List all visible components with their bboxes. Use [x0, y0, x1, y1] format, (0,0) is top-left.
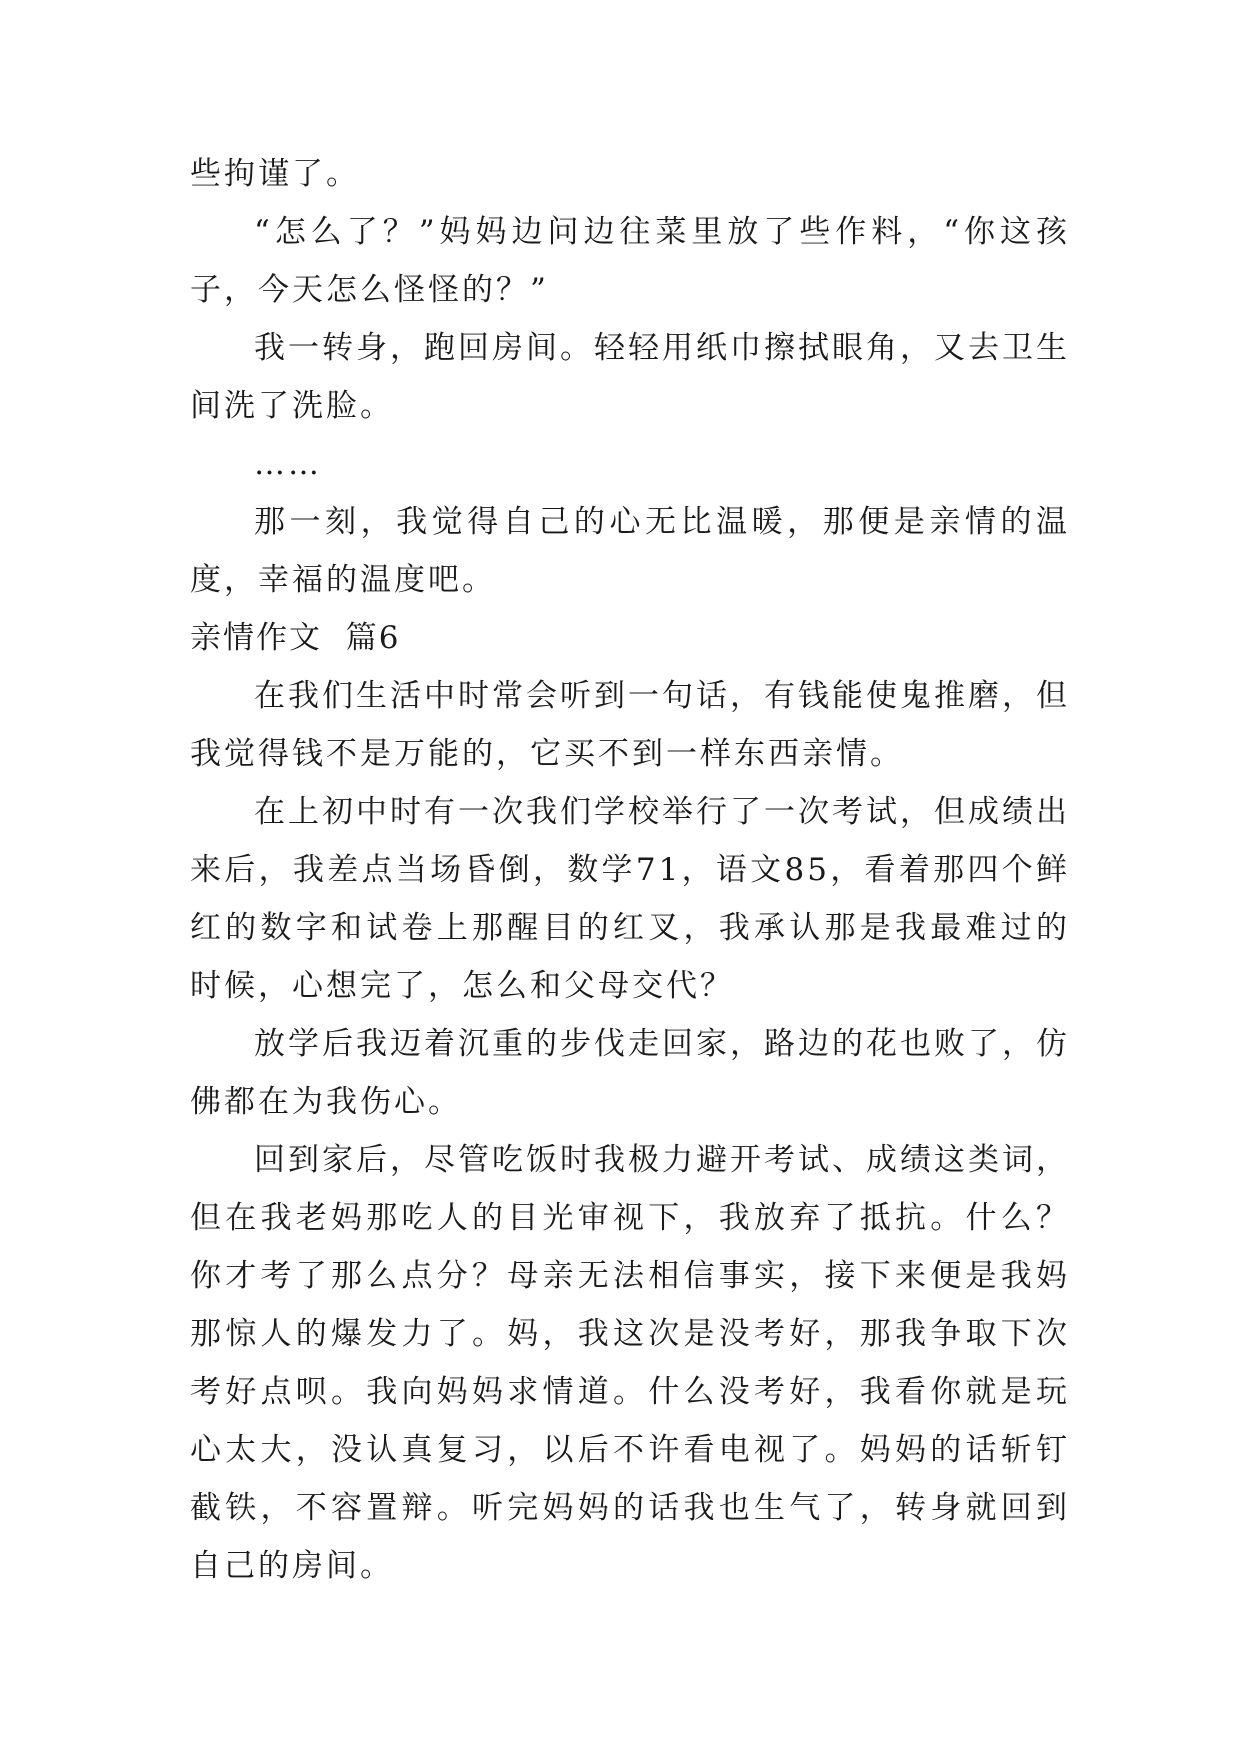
- paragraph: 些拘谨了。: [190, 156, 360, 192]
- paragraph: 回到家后，尽管吃饭时我极力避开考试、成绩这类词，但在我老妈那吃人的目光审视下，我放弃了抵抗。什么？你才考了那么点分？母亲无法相信事实，接下来便是我妈那惊人的爆发力了。妈，我这次是没考好，那我争取下次考好点呗。我向妈妈求情道。什么没考好，我看你就是玩心太大，没认真复习，以后不许看电视了。妈妈的话斩钉截铁，不容置辩。听完妈妈的话我也生气了，转身就回到自己的房间。: [190, 1142, 1070, 1584]
- paragraph: “怎么了？”妈妈边问边往菜里放了些作料，“你这孩子，今天怎么怪怪的？”: [190, 214, 1070, 308]
- paragraph: 在我们生活中时常会听到一句话，有钱能使鬼推磨，但我觉得钱不是万能的，它买不到一样东西亲情。: [190, 678, 1070, 772]
- paragraph: 放学后我迈着沉重的步伐走回家，路边的花也败了，仿佛都在为我伤心。: [190, 1026, 1070, 1120]
- paragraph: 那一刻，我觉得自己的心无比温暖，那便是亲情的温度，幸福的温度吧。: [190, 504, 1070, 598]
- section-heading: 亲情作文 篇6: [190, 620, 401, 656]
- paragraph-ellipsis: ……: [254, 446, 322, 482]
- paragraph: 我一转身，跑回房间。轻轻用纸巾擦拭眼角，又去卫生间洗了洗脸。: [190, 330, 1070, 424]
- paragraph: 在上初中时有一次我们学校举行了一次考试，但成绩出来后，我差点当场昏倒，数学71，语文85，看着那四个鲜红的数字和试卷上那醒目的红叉，我承认那是我最难过的时候，心想完了，怎么和父母交代？: [190, 794, 1070, 1004]
- document-body: [190, 145, 1070, 1595]
